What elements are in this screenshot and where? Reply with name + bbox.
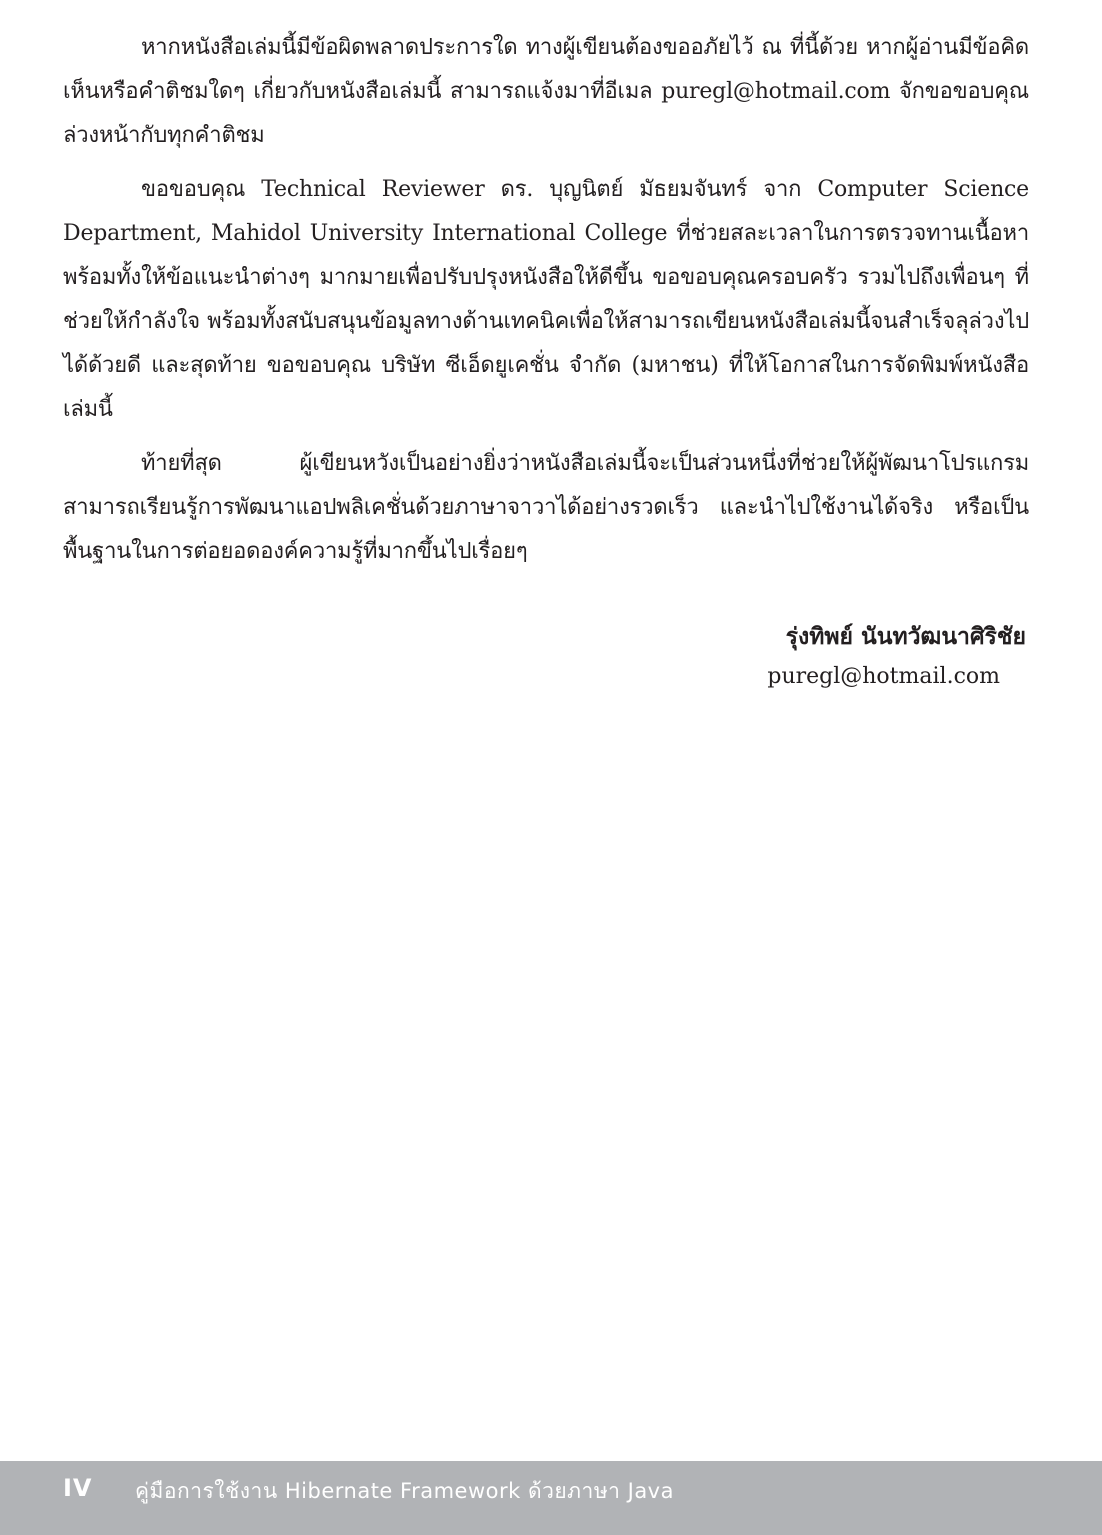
author-signature (767, 617, 1026, 697)
author-name: รุ่งทิพย์ นันทวัฒนาศิริชัย (785, 623, 1026, 650)
document-body (63, 26, 1029, 584)
paragraph-closing: ท้ายที่สุด ผู้เขียนหวังเป็นอย่างยิ่งว่าหนังสือเล่มนี้จะเป็นส่วนหนึ่งที่ช่วยให้ผู้พัฒนาโปรแกรมสามารถเรียนรู้การพัฒนาแอปพลิเคชั่นด้วยภาษาจาวาได้อย่างรวดเร็ว และนำไปใช้งานได้จริง หรือเป็นพื้นฐานในการต่อยอดองค์ความรู้ที่มากขึ้นไปเรื่อยๆ (63, 451, 1029, 564)
author-email: puregl@hotmail.com (767, 664, 1000, 689)
paragraph-apology: หากหนังสือเล่มนี้มีข้อผิดพลาดประการใด ทางผู้เขียนต้องขออภัยไว้ ณ ที่นี้ด้วย หากผู้อ่านมีข้อคิดเห็นหรือคำติชมใดๆ เกี่ยวกับหนังสือเล่มนี้ สามารถแจ้งมาที่อีเมล puregl@hotmail.com จักขอขอบคุณล่วงหน้ากับทุกคำติชม (63, 35, 1029, 148)
running-book-title: คู่มือการใช้งาน Hibernate Framework ด้วยภาษา Java (135, 1479, 674, 1503)
paragraph-acknowledgements: ขอขอบคุณ Technical Reviewer ดร. บุญนิตย์ มัธยมจันทร์ จาก Computer Science Department, Mahidol University International College ที่ช่วยสละเวลาในการตรวจทานเนื้อหา พร้อมทั้งให้ข้อแนะนำต่างๆ มากมายเพื่อปรับปรุงหนังสือให้ดีขึ้น ขอขอบคุณครอบครัว รวมไปถึงเพื่อนๆ ที่ช่วยให้กำลังใจ พร้อมทั้งสนับสนุนข้อมูลทางด้านเทคนิคเพื่อให้สามารถเขียนหนังสือเล่มนี้จนสำเร็จลุล่วงไปได้ด้วยดี และสุดท้าย ขอขอบคุณ บริษัท ซีเอ็ดยูเคชั่น จำกัด (มหาชน) ที่ให้โอกาสในการจัดพิมพ์หนังสือเล่มนี้ (63, 177, 1029, 422)
page-footer (0, 1461, 1102, 1535)
page-number: IV (63, 1474, 93, 1502)
